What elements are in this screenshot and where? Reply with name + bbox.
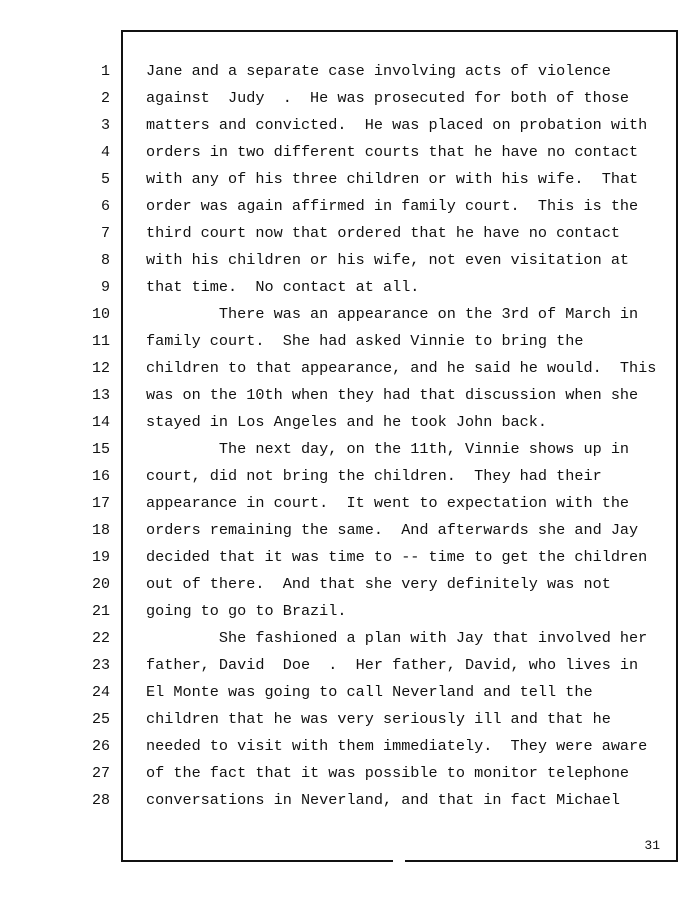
line-number: 19 (91, 549, 110, 566)
transcript-line: order was again affirmed in family court. This is the (146, 197, 639, 215)
line-number: 6 (100, 198, 110, 215)
bottom-rule-left (121, 860, 393, 862)
line-number: 14 (91, 414, 110, 431)
transcript-line: needed to visit with them immediately. They were aware (146, 737, 648, 755)
line-number: 2 (100, 90, 110, 107)
transcript-line: children that he was very seriously ill and that he (146, 710, 611, 728)
transcript-line: family court. She had asked Vinnie to bring the (146, 332, 584, 350)
line-number: 7 (100, 225, 110, 242)
line-number: 26 (91, 738, 110, 755)
transcript-line: with his children or his wife, not even visitation at (146, 251, 630, 269)
transcript-line: of the fact that it was possible to monitor telephone (146, 764, 630, 782)
bottom-rule-right (405, 860, 678, 862)
transcript-line: children to that appearance, and he said he would. This (146, 359, 657, 377)
line-number: 22 (91, 630, 110, 647)
transcript-line: She fashioned a plan with Jay that involved her (146, 629, 648, 647)
line-number: 24 (91, 684, 110, 701)
transcript-body (146, 58, 671, 814)
transcript-line: out of there. And that she very definitely was not (146, 575, 611, 593)
transcript-line: court, did not bring the children. They had their (146, 467, 602, 485)
transcript-line: Jane and a separate case involving acts of violence (146, 62, 611, 80)
line-number: 3 (100, 117, 110, 134)
transcript-line: with any of his three children or with his wife. That (146, 170, 639, 188)
transcript-line: appearance in court. It went to expectation with the (146, 494, 630, 512)
line-number: 11 (91, 333, 110, 350)
line-number: 18 (91, 522, 110, 539)
line-number: 12 (91, 360, 110, 377)
transcript-line: stayed in Los Angeles and he took John back. (146, 413, 548, 431)
line-number: 16 (91, 468, 110, 485)
line-number: 27 (91, 765, 110, 782)
page-number: 31 (644, 838, 660, 853)
transcript-line: was on the 10th when they had that discussion when she (146, 386, 639, 404)
line-number: 25 (91, 711, 110, 728)
transcript-line: matters and convicted. He was placed on probation with (146, 116, 648, 134)
transcript-line: There was an appearance on the 3rd of March in (146, 305, 639, 323)
line-number: 4 (100, 144, 110, 161)
line-number: 13 (91, 387, 110, 404)
line-number: 28 (91, 792, 110, 809)
transcript-line: going to go to Brazil. (146, 602, 347, 620)
line-number: 10 (91, 306, 110, 323)
transcript-line: father, David Doe . Her father, David, who lives in (146, 656, 639, 674)
transcript-line: against Judy . He was prosecuted for both of those (146, 89, 630, 107)
transcript-line: orders remaining the same. And afterwards she and Jay (146, 521, 639, 539)
line-number: 8 (100, 252, 110, 269)
transcript-line: that time. No contact at all. (146, 278, 420, 296)
transcript-line: orders in two different courts that he have no contact (146, 143, 639, 161)
transcript-line: The next day, on the 11th, Vinnie shows up in (146, 440, 630, 458)
transcript-line: third court now that ordered that he have no contact (146, 224, 620, 242)
line-number-column (70, 58, 110, 814)
transcript-line: decided that it was time to -- time to get the children (146, 548, 648, 566)
line-number: 20 (91, 576, 110, 593)
line-number: 21 (91, 603, 110, 620)
line-number: 23 (91, 657, 110, 674)
transcript-line: El Monte was going to call Neverland and tell the (146, 683, 593, 701)
line-number: 15 (91, 441, 110, 458)
line-number: 9 (100, 279, 110, 296)
line-number: 1 (100, 63, 110, 80)
transcript-line: conversations in Neverland, and that in fact Michael (146, 791, 620, 809)
line-number: 17 (91, 495, 110, 512)
line-number: 5 (100, 171, 110, 188)
